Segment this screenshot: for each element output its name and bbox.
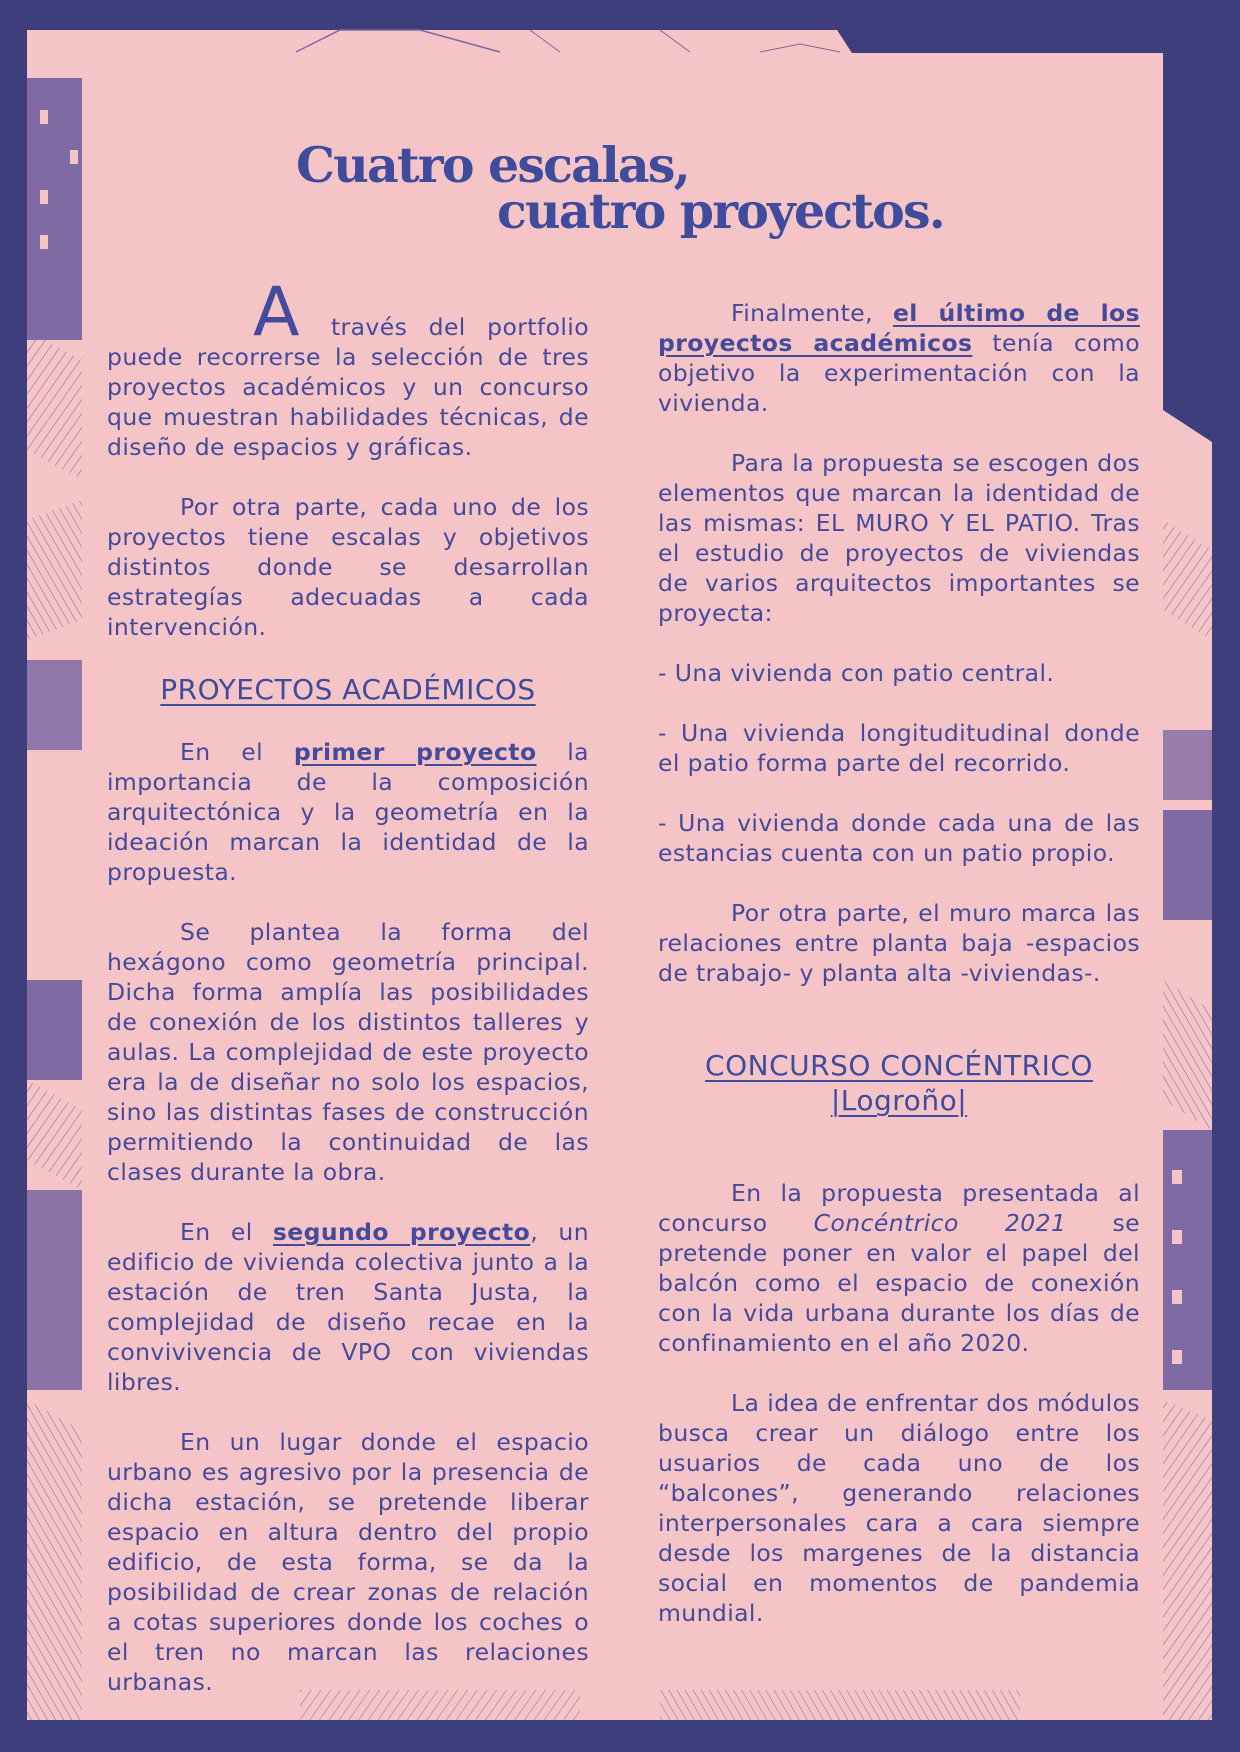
paragraph: Para la propuesta se escogen dos elementos que marcan la identidad de las mismas: EL MURO Y EL PATIO. Tras el estudio de proyectos de viviendas de varios arquitectos importantes se proyecta: <box>658 449 1140 627</box>
section-heading-contest: CONCURSO CONCÉNTRICO <box>705 1049 1093 1082</box>
link-last-project[interactable]: el último de los proyectos académicos <box>658 299 1140 357</box>
text: En el <box>180 738 294 766</box>
text: En el <box>180 1218 273 1246</box>
link-second-project[interactable]: segundo proyecto <box>272 1218 531 1246</box>
section-heading-contest-location: |Logroño| <box>830 1084 968 1117</box>
list-item: - Una vivienda donde cada una de las estancias cuenta con un patio propio. <box>658 809 1140 867</box>
left-building <box>27 78 82 340</box>
link-first-project[interactable]: primer proyecto <box>293 738 537 766</box>
text: se pretende poner en valor el papel del balcón como el espacio de conexión con la vida urbana durante los días de confinamiento en el año 2020. <box>658 1209 1140 1357</box>
contest-name: Concéntrico 2021 <box>813 1209 1067 1237</box>
list-item: - Una vivienda con patio central. <box>658 659 1055 687</box>
page-title-line-1: Cuatro escalas, <box>296 136 689 194</box>
paragraph: La idea de enfrentar dos módulos busca crear un diálogo entre los usuarios de cada uno de los “balcones”, generando relaciones interpersonales cara a cara siempre desde los margenes de la distancia social en momentos de pandemia mundial. <box>658 1389 1140 1627</box>
left-column <box>107 273 589 1697</box>
paragraph-last-project <box>658 298 1140 418</box>
page-title-line-2: cuatro proyectos. <box>497 182 945 240</box>
paragraph-second-project <box>107 1217 589 1397</box>
intro-paragraph <box>107 273 589 462</box>
paragraph-contest <box>658 1178 1140 1358</box>
text: Finalmente, <box>731 299 893 327</box>
list-item: - Una vivienda longituditudinal donde el patio forma parte del recorrido. <box>658 719 1140 777</box>
text: tenía como objetivo la experimentación con la vivienda. <box>658 329 1140 417</box>
text: la importancia de la composición arquitectónica y la geometría en la ideación marcan la identidad de la propuesta. <box>107 738 589 886</box>
paragraph: Se plantea la forma del hexágono como geometría principal. Dicha forma amplía las posibilidades de conexión de los distintos talleres y aulas. La complejidad de este proyecto era la de diseñar no solo los espacios, sino las distintas fases de construcción permitiendo la continuidad de las clases durante la obra. <box>107 918 589 1186</box>
text: , un edificio de vivienda colectiva junto a la estación de tren Santa Justa, la complejidad de diseño recae en la convivivencia de VPO con viviendas libres. <box>107 1218 589 1396</box>
paragraph: Por otra parte, cada uno de los proyectos tiene escalas y objetivos distintos donde se desarrollan estrategías adecuadas a cada intervención. <box>107 493 589 641</box>
right-building <box>1163 1130 1212 1390</box>
paragraph-first-project <box>107 737 589 887</box>
drop-cap: A <box>253 273 300 352</box>
paragraph: En un lugar donde el espacio urbano es agresivo por la presencia de dicha estación, se pretende liberar espacio en altura dentro del propio edificio, de esta forma, se da la posibilidad de crear zonas de relación a cotas superiores donde los coches o el tren no marcan las relaciones urbanas. <box>107 1428 589 1696</box>
left-block <box>27 660 82 750</box>
right-column <box>658 298 1140 1628</box>
text: En la propuesta presentada al concurso <box>658 1179 1140 1237</box>
section-heading-academic: PROYECTOS ACADÉMICOS <box>160 673 536 706</box>
paragraph: Por otra parte, el muro marca las relaciones entre planta baja -espacios de trabajo- y planta alta -viviendas-. <box>658 899 1140 987</box>
intro-text: través del portfolio puede recorrerse la selección de tres proyectos académicos y un concurso que muestran habilidades técnicas, de diseño de espacios y gráficas. <box>107 313 589 461</box>
